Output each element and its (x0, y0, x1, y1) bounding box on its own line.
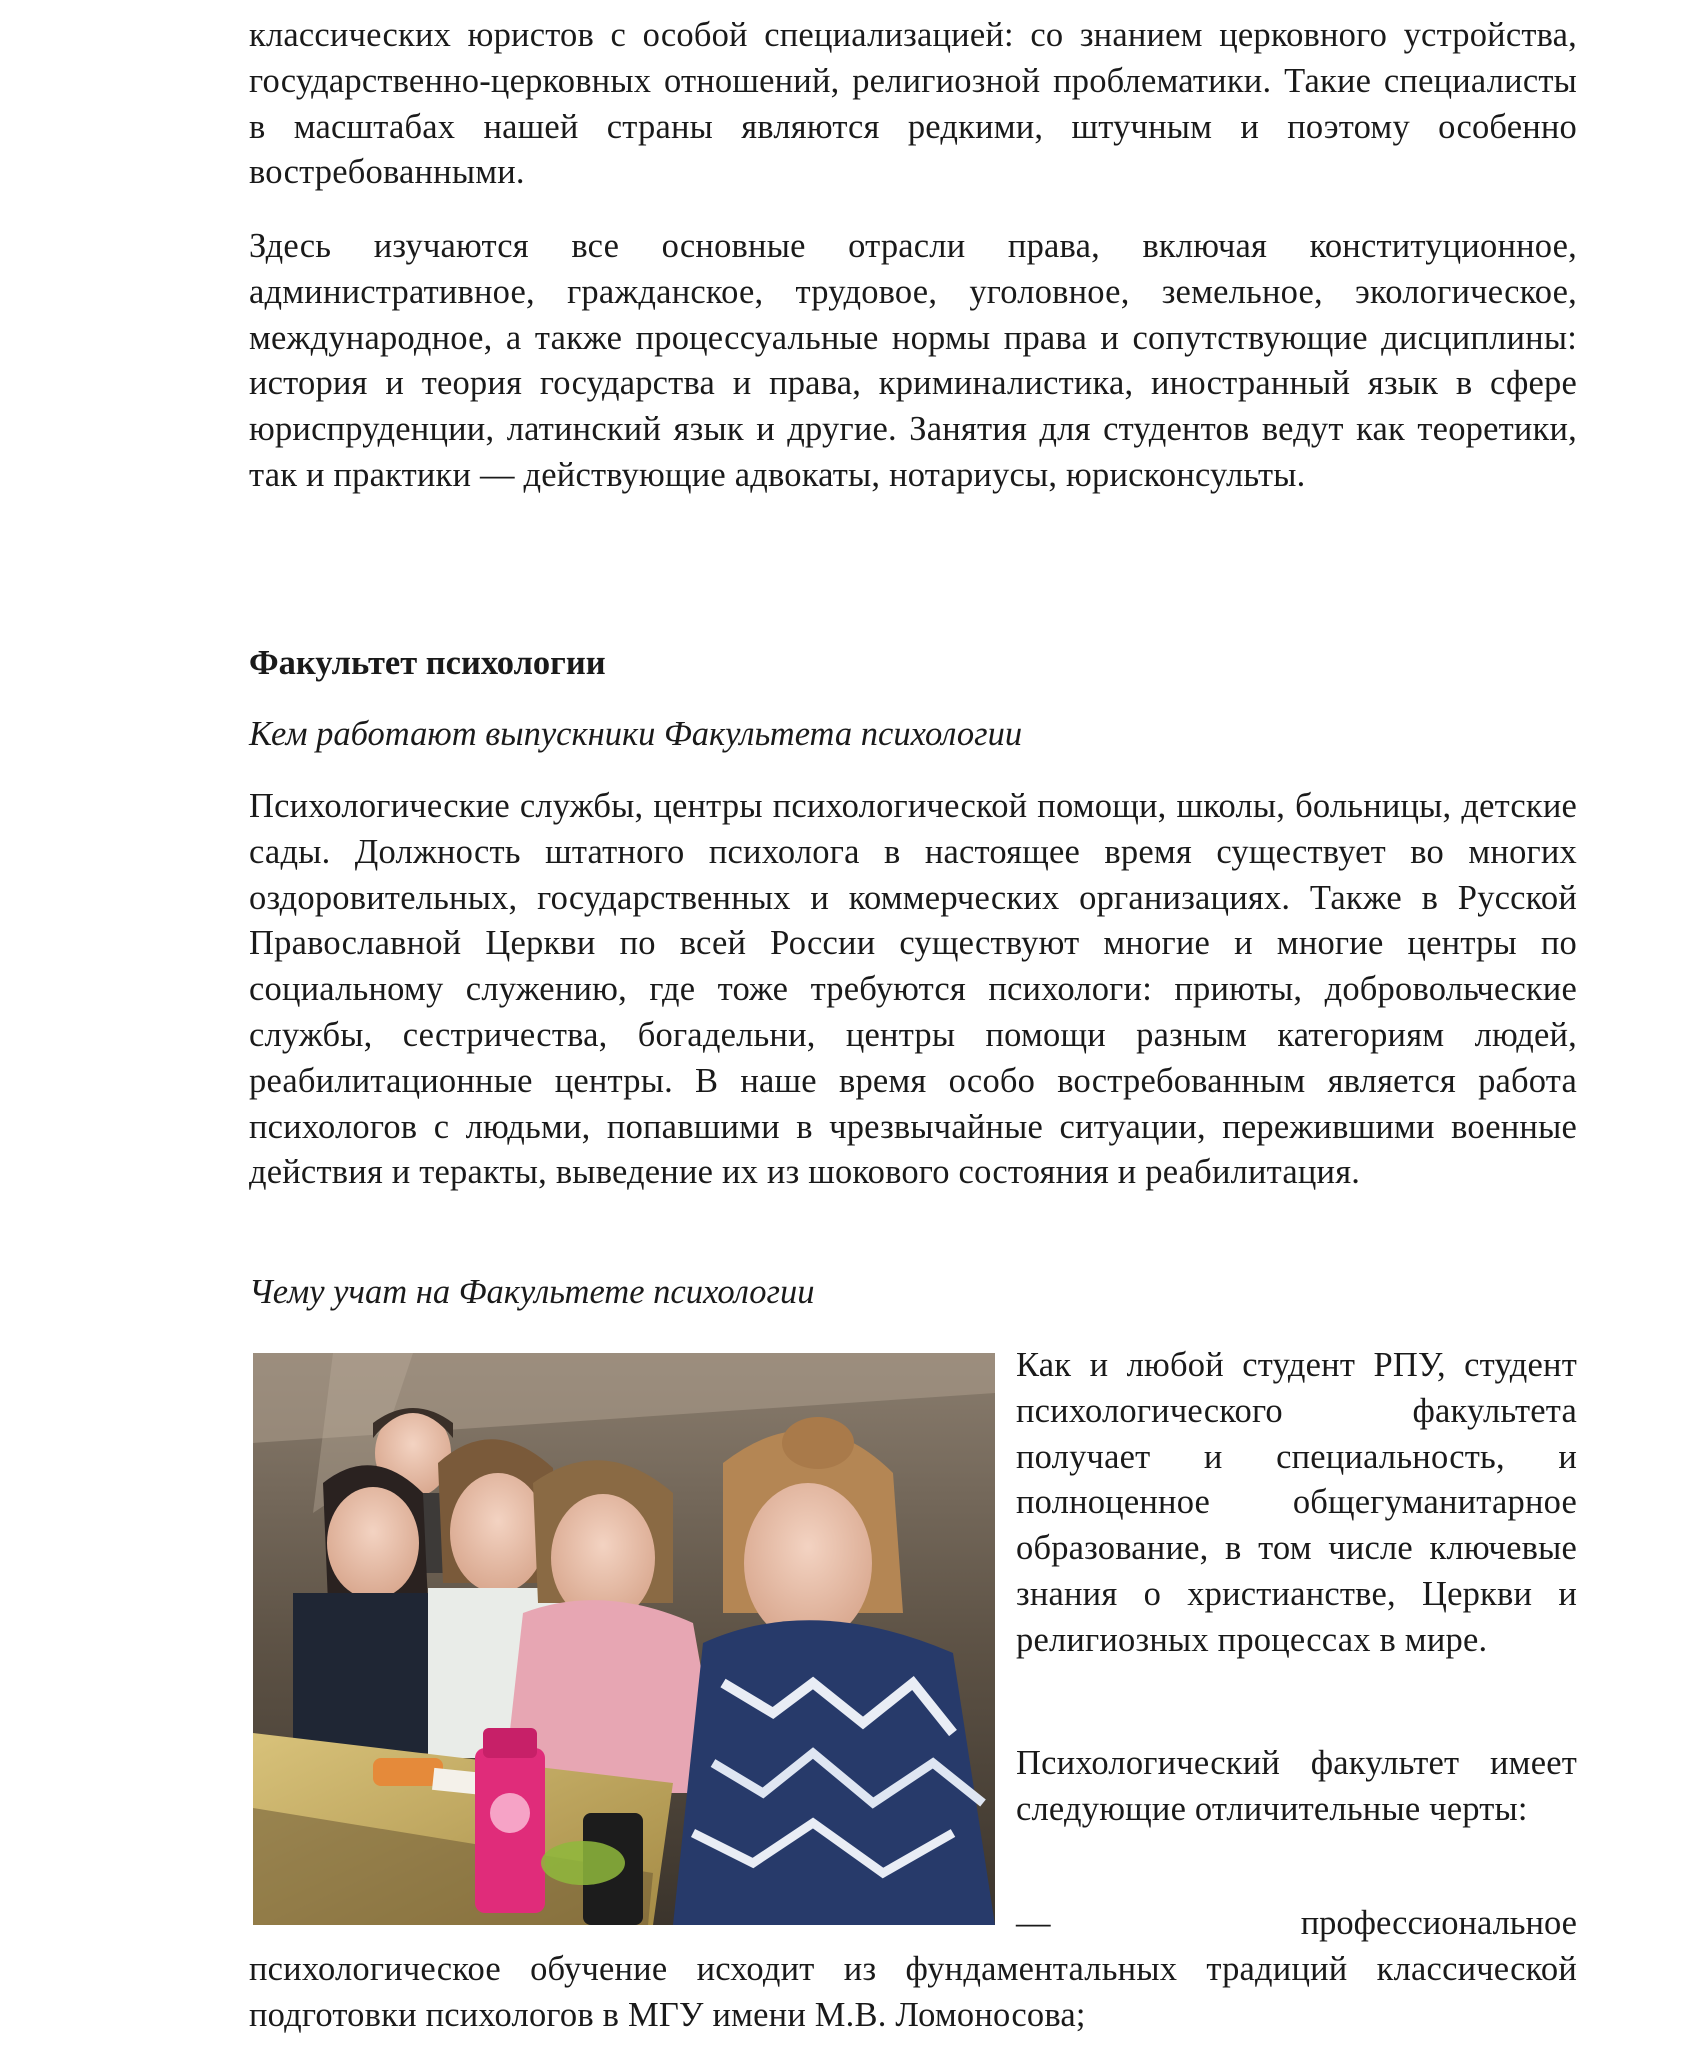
feature-continued-paragraph: психологическое обучение исходит из фундаментальных традиций классической подготовки психологов в МГУ имени М.В. Ломоносова; (249, 1950, 1577, 2034)
section-heading-psychology: Факультет психологии (249, 644, 606, 682)
law-paragraph-continued: классических юристов с особой специализацией: со знанием церковного устройства, государственно-церковных отношений, религиозной проблематики. Такие специалисты в масштабах нашей страны являются редкими, штучным и поэтому особенно востребованными. (249, 16, 1577, 192)
study-side-paragraph-2: Психологический факультет имеет следующие отличительные черты: (1016, 1744, 1577, 1828)
law-subjects-paragraph: Здесь изучаются все основные отрасли права, включая конституционное, административное, гражданское, трудовое, уголовное, земельное, экологическое, международное, а также процессуальные нормы права и сопутствующие дисциплины: история и теория государства и права, криминалистика, иностранный язык в сфере юриспруденции, латинский язык и другие. Занятия для студентов ведут как теоретики, так и практики — действующие адвокаты, нотариусы, юрисконсульты. (249, 227, 1577, 494)
students-photo-illustration (253, 1353, 995, 1925)
feature-dash-line: — профессиональное (1016, 1904, 1577, 1942)
careers-subheading: Кем работают выпускники Факультета психологии (249, 715, 1023, 753)
study-subheading: Чему учат на Факультете психологии (249, 1273, 815, 1311)
careers-paragraph: Психологические службы, центры психологической помощи, школы, больницы, детские сады. Должность штатного психолога в настоящее время существует во многих оздоровительных, государственных и коммерческих организациях. Также в Русской Православной Церкви по всей России существуют многие и многие центры по социальному служению, где тоже требуются психологи: приюты, добровольческие службы, сестричества, богадельни, центры помощи разным категориям людей, реабилитационные центры. В наше время особо востребованным является работа психологов с людьми, попавшими в чрезвычайные ситуации, пережившими военные действия и теракты, выведение их из шокового состояния и реабилитация. (249, 787, 1577, 1192)
students-classroom-photo (253, 1353, 995, 1925)
study-side-paragraph-1: Как и любой студент РПУ, студент психологического факультета получает и специальность, и полноценное общегуманитарное образование, в том числе ключевые знания о христианстве, Церкви и религиозных процессах в мире. (1016, 1346, 1577, 1659)
